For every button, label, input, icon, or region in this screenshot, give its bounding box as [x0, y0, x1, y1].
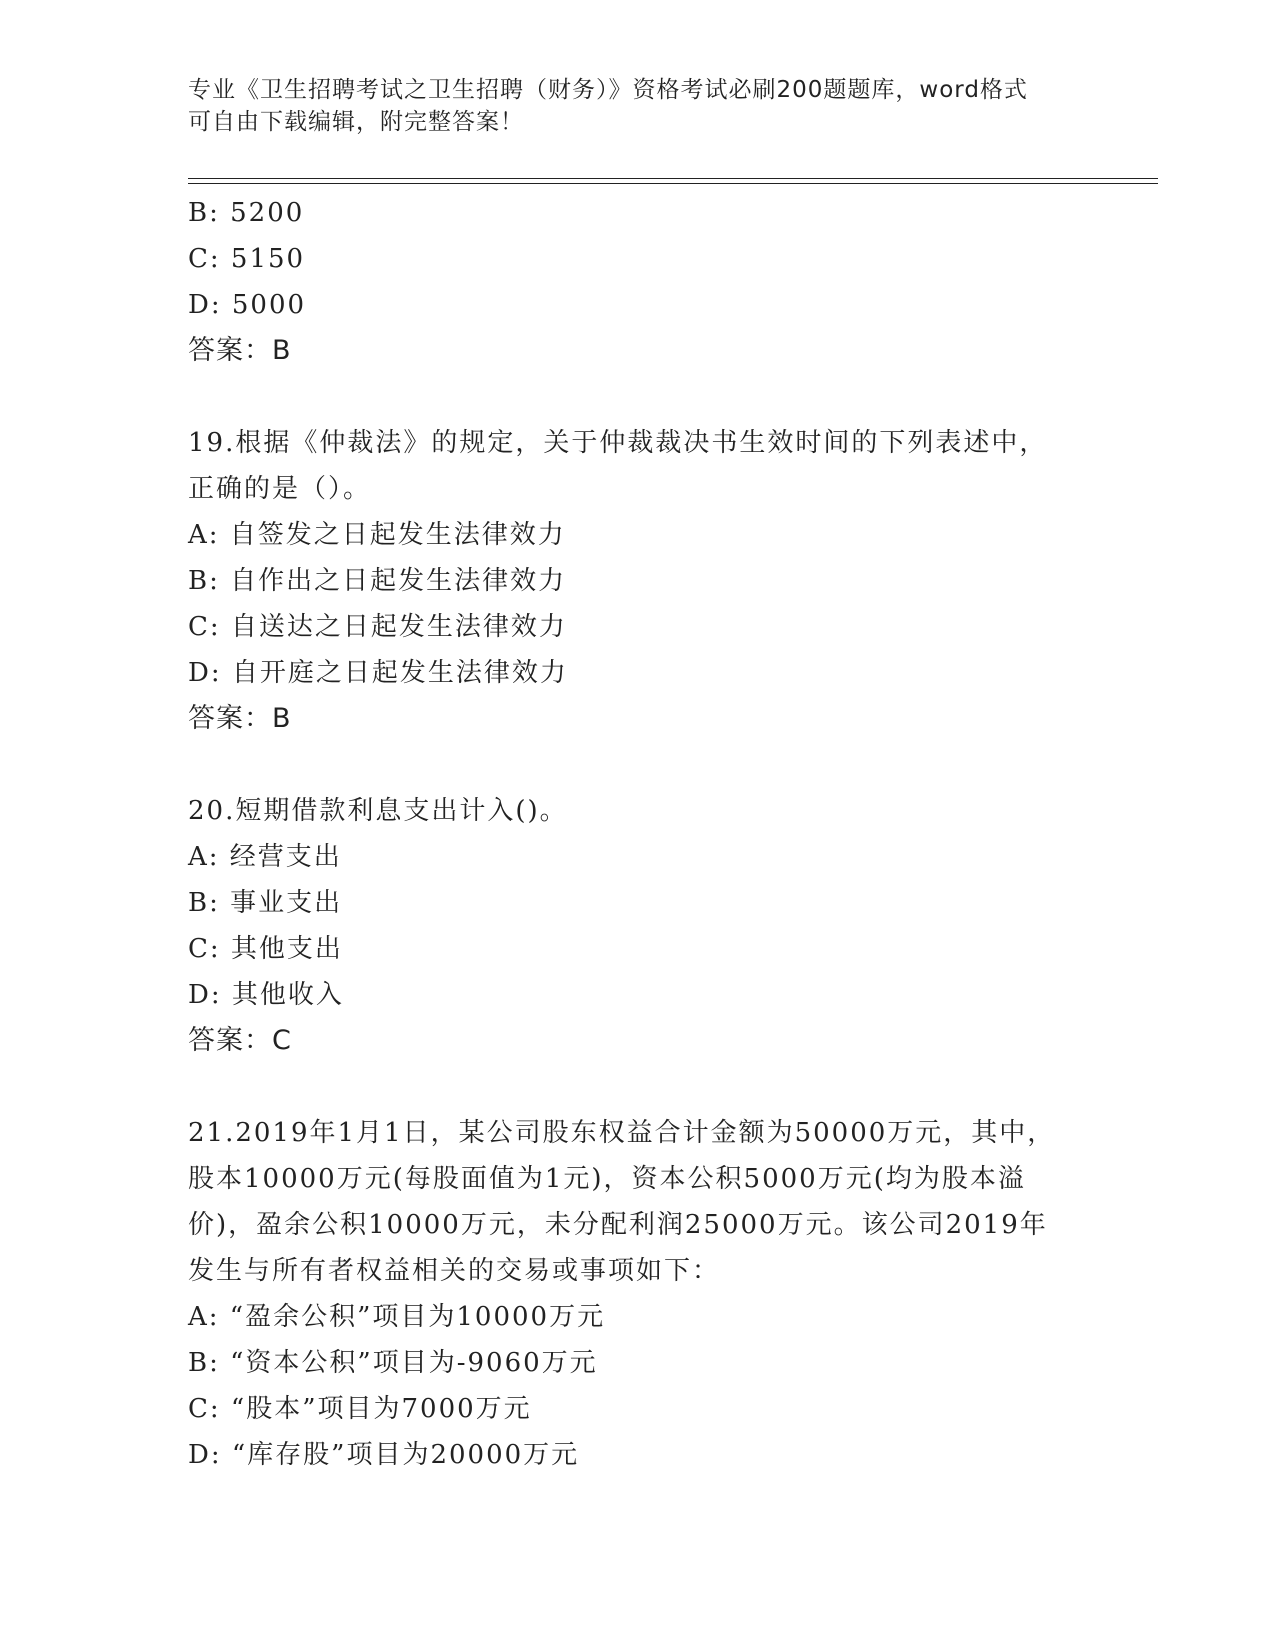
option-a: A: 自签发之日起发生法律效力	[188, 520, 566, 550]
document-header	[188, 74, 1088, 138]
option-c: C: 5150	[188, 244, 306, 274]
option-b: B: “资本公积”项目为-9060万元	[188, 1348, 598, 1378]
stem-line: 价)，盈余公积10000万元，未分配利润25000万元。该公司2019年	[188, 1210, 1048, 1240]
answer: 答案：C	[188, 1025, 292, 1056]
question-18-continued	[188, 190, 1088, 374]
header-title-line-1: 专业《卫生招聘考试之卫生招聘（财务）》资格考试必刷200题题库，word格式	[188, 77, 1028, 103]
header-divider-thin	[188, 178, 1158, 179]
stem-line: 19.根据《仲裁法》的规定，关于仲裁裁决书生效时间的下列表述中，	[188, 428, 1048, 458]
option-a: A: “盈余公积”项目为10000万元	[188, 1302, 606, 1332]
option-d: D: 其他收入	[188, 980, 344, 1010]
question-stem	[188, 420, 1088, 512]
option-c: C: “股本”项目为7000万元	[188, 1394, 532, 1424]
question-stem	[188, 1110, 1088, 1294]
stem-line: 正确的是（）。	[188, 474, 372, 504]
question-19	[188, 420, 1088, 742]
option-a: A: 经营支出	[188, 842, 342, 872]
question-content	[188, 190, 1088, 1478]
spacer	[188, 374, 1088, 420]
option-b: B: 5200	[188, 198, 305, 228]
stem-line: 20.短期借款利息支出计入()。	[188, 796, 568, 826]
header-divider-thick	[188, 183, 1158, 184]
option-b: B: 事业支出	[188, 888, 343, 918]
stem-line: 股本10000万元(每股面值为1元)，资本公积5000万元(均为股本溢	[188, 1164, 1026, 1194]
answer: 答案：B	[188, 703, 292, 734]
stem-line: 21.2019年1月1日，某公司股东权益合计金额为50000万元，其中，	[188, 1118, 1056, 1148]
spacer	[188, 742, 1088, 788]
option-d: D: 自开庭之日起发生法律效力	[188, 658, 568, 688]
option-c: C: 其他支出	[188, 934, 343, 964]
question-20	[188, 788, 1088, 1064]
question-stem	[188, 788, 1088, 834]
header-title-line-2: 可自由下载编辑，附完整答案！	[188, 109, 524, 135]
option-d: D: 5000	[188, 290, 307, 320]
answer: 答案：B	[188, 335, 292, 366]
option-d: D: “库存股”项目为20000万元	[188, 1440, 580, 1470]
option-b: B: 自作出之日起发生法律效力	[188, 566, 567, 596]
question-21	[188, 1110, 1088, 1478]
option-c: C: 自送达之日起发生法律效力	[188, 612, 567, 642]
stem-line: 发生与所有者权益相关的交易或事项如下：	[188, 1256, 721, 1286]
spacer	[188, 1064, 1088, 1110]
